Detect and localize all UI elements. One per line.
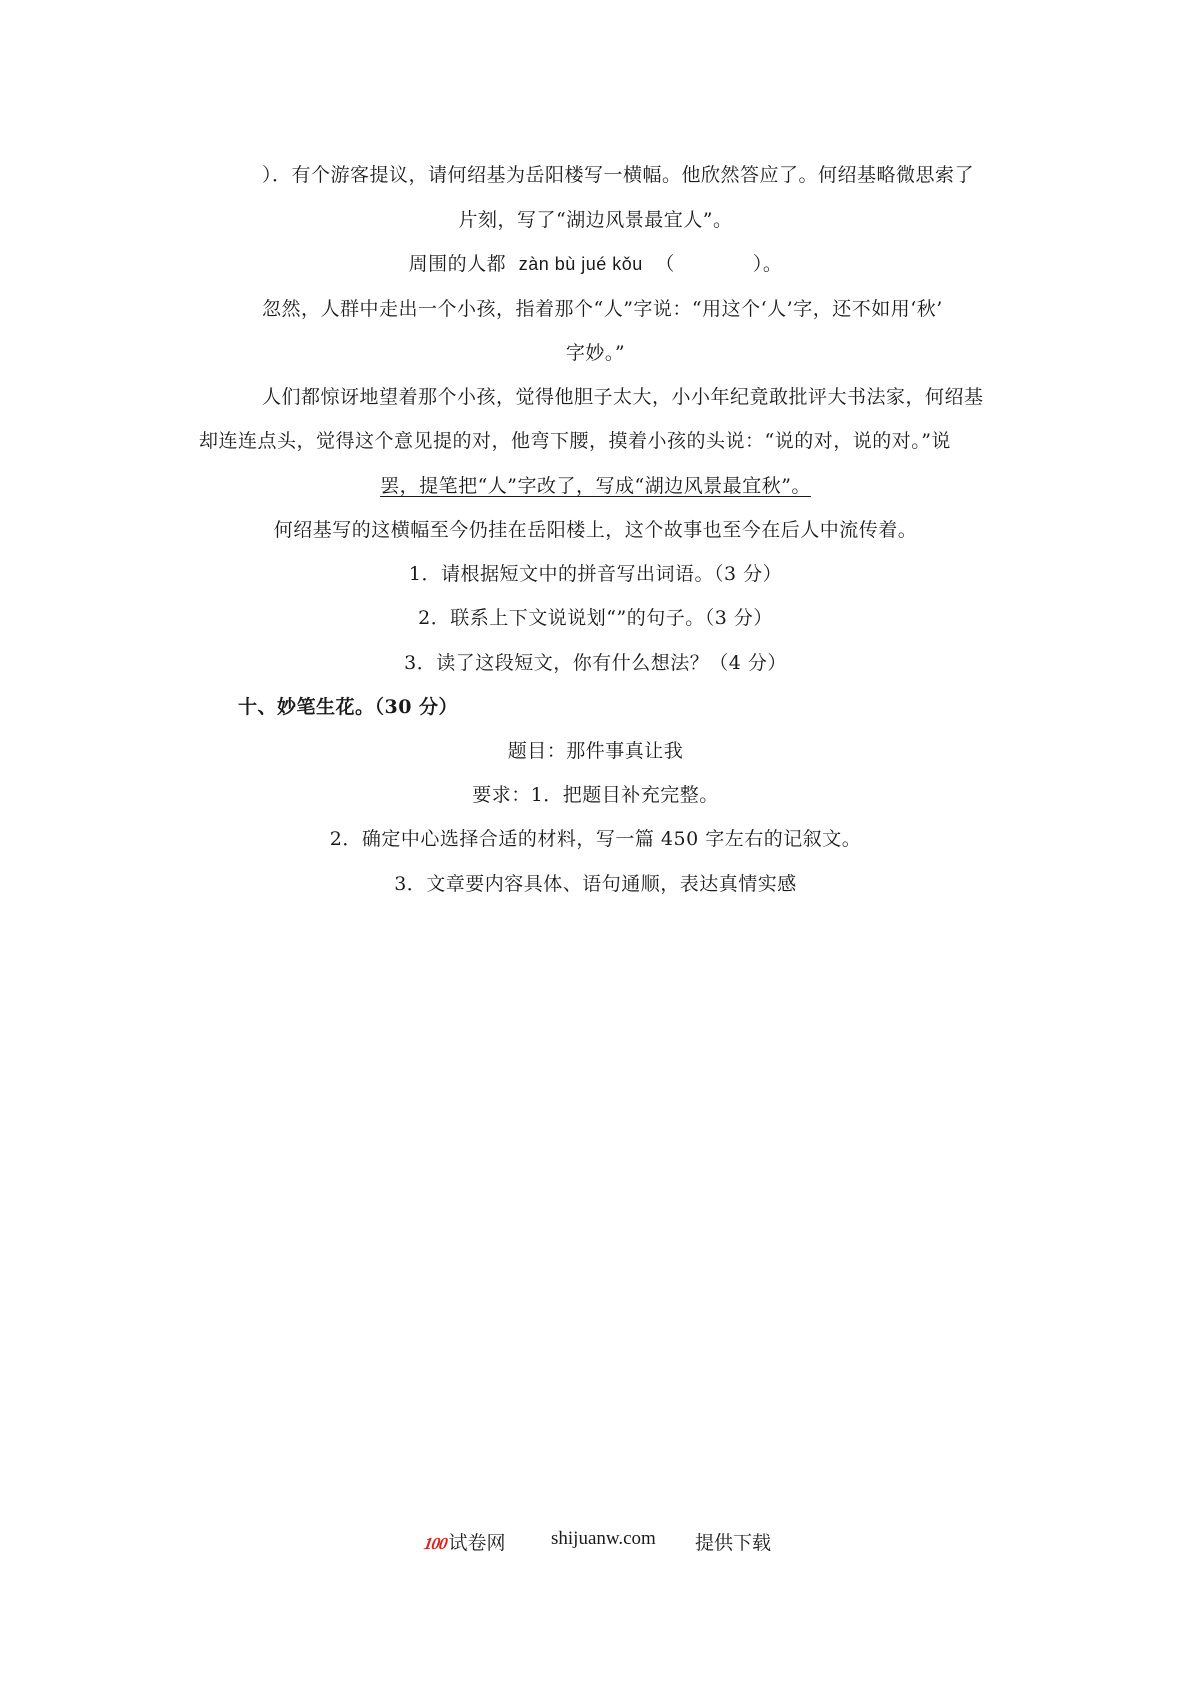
question-1: 1．请根据短文中的拼音写出词语。（3 分）	[408, 563, 783, 585]
passage-line-5: 字妙。”	[565, 342, 626, 364]
passage-line-1: ）．有个游客提议，请何绍基为岳阳楼写一横幅。他欣然答应了。何绍基略微思索了	[262, 164, 975, 186]
download-note: 提供下载	[695, 1533, 772, 1554]
pinyin-prompt: zàn bù jué kǒu	[518, 254, 643, 274]
passage-line-2: 片刻，写了“湖边风景最宜人”。	[458, 209, 733, 231]
question-2: 2．联系上下文说说划“”的句子。（3 分）	[418, 607, 773, 629]
passage-line-4: 忽然，人群中走出一个小孩，指着那个“人”字说：“用这个‘人’字，还不如用‘秋’	[262, 298, 943, 320]
passage-line-6: 人们都惊讶地望着那个小孩，觉得他胆子太大，小小年纪竟敢批评大书法家，何绍基	[262, 386, 984, 408]
question-3: 3．读了这段短文，你有什么想法？（4 分）	[404, 652, 787, 674]
page-footer	[0, 1528, 1191, 1558]
essay-requirement-1: 要求：1．把题目补充完整。	[472, 784, 719, 806]
essay-requirement-3: 3．文章要内容具体、语句通顺，表达真情实感	[394, 873, 797, 895]
passage-line-3	[0, 251, 1191, 277]
passage-line-8	[0, 473, 1191, 499]
logo-100-mark: 100	[422, 1534, 449, 1553]
underlined-sentence: 罢，提笔把“人”字改了，写成“湖边风景最宜秋”。	[380, 475, 811, 497]
essay-requirement-2: 2．确定中心选择合适的材料，写一篇 450 字左右的记叙文。	[329, 828, 862, 850]
logo-text: 试卷网	[448, 1533, 506, 1554]
answer-blank: （ ）。	[655, 253, 783, 275]
section-10-heading: 十、妙笔生花。（30 分）	[238, 696, 459, 718]
essay-topic: 题目：那件事真让我	[507, 740, 684, 762]
passage-line-9: 何绍基写的这横幅至今仍挂在岳阳楼上，这个故事也至今在后人中流传着。	[273, 519, 918, 541]
site-url[interactable]: shijuanw.com	[551, 1528, 656, 1549]
passage-line-7: 却连连点头，觉得这个意见提的对，他弯下腰，摸着小孩的头说：“说的对，说的对。”说	[199, 430, 951, 452]
passage-line-3-prefix: 周围的人都	[408, 253, 507, 275]
site-logo	[424, 1528, 506, 1555]
